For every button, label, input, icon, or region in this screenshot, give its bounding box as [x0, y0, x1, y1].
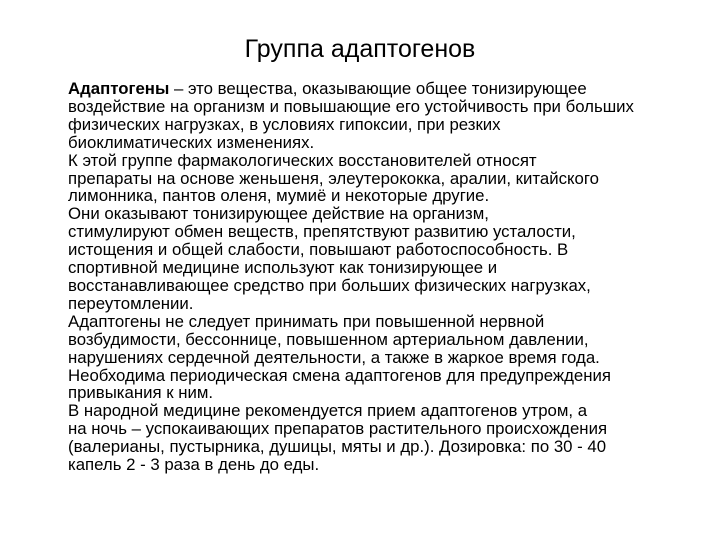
text-line: капель 2 - 3 раза в день до еды.: [68, 455, 320, 475]
text-line: переутомлении.: [68, 293, 194, 313]
text-line: воздействие на организм и повышающие его устойчивость при больших: [68, 96, 634, 116]
text-line: истощения и общей слабости, повышают работоспособность. В: [68, 240, 569, 260]
text-line: биоклиматических изменениях.: [68, 132, 315, 152]
paragraph-effects: [33, 205, 713, 312]
text-line: на ночь – успокаивающих препаратов растительного происхождения: [68, 419, 608, 439]
text-line: препараты на основе женьшеня, элеутерококка, аралии, китайского: [68, 168, 599, 188]
text-line: восстанавливающее средство при больших физических нагрузках,: [68, 275, 591, 295]
paragraph-preparations: [33, 152, 713, 206]
text-line: К этой группе фармакологических восстановителей относят: [68, 150, 537, 170]
text-line: нарушениях сердечной деятельности, а также в жаркое время года.: [68, 347, 600, 367]
text-line: стимулируют обмен веществ, препятствуют развитию усталости,: [68, 222, 576, 242]
slide-body: [33, 80, 713, 474]
text-line: Они оказывают тонизирующее действие на организм,: [68, 204, 489, 224]
text-line: [33, 80, 713, 98]
paragraph-folk-medicine: [33, 402, 713, 474]
text-line: физических нагрузках, в условиях гипоксии, при резких: [68, 114, 501, 134]
text-line: привыкания к ним.: [68, 383, 214, 403]
text-line: Адаптогены не следует принимать при повышенной нервной: [68, 311, 545, 331]
text-line: лимонника, пантов оленя, мумиё и некоторые другие.: [68, 186, 490, 206]
text-line: Необходима периодическая смена адаптогенов для предупреждения: [68, 365, 611, 385]
slide-title: Группа адаптогенов: [244, 35, 476, 63]
text-line: спортивной медицине используют как тонизирующее и: [68, 258, 498, 278]
definition-text: – это вещества, оказывающие общее тонизирующее: [169, 79, 587, 98]
paragraph-contraindications: [33, 313, 713, 403]
text-line: В народной медицине рекомендуется прием адаптогенов утром, а: [68, 401, 588, 421]
term-adaptogens: Адаптогены: [68, 79, 170, 98]
text-line: (валерианы, пустырника, душицы, мяты и др.). Дозировка: по 30 - 40: [68, 437, 607, 457]
paragraph-definition: [33, 80, 713, 152]
text-line: возбудимости, бессоннице, повышенном артериальном давлении,: [68, 329, 589, 349]
